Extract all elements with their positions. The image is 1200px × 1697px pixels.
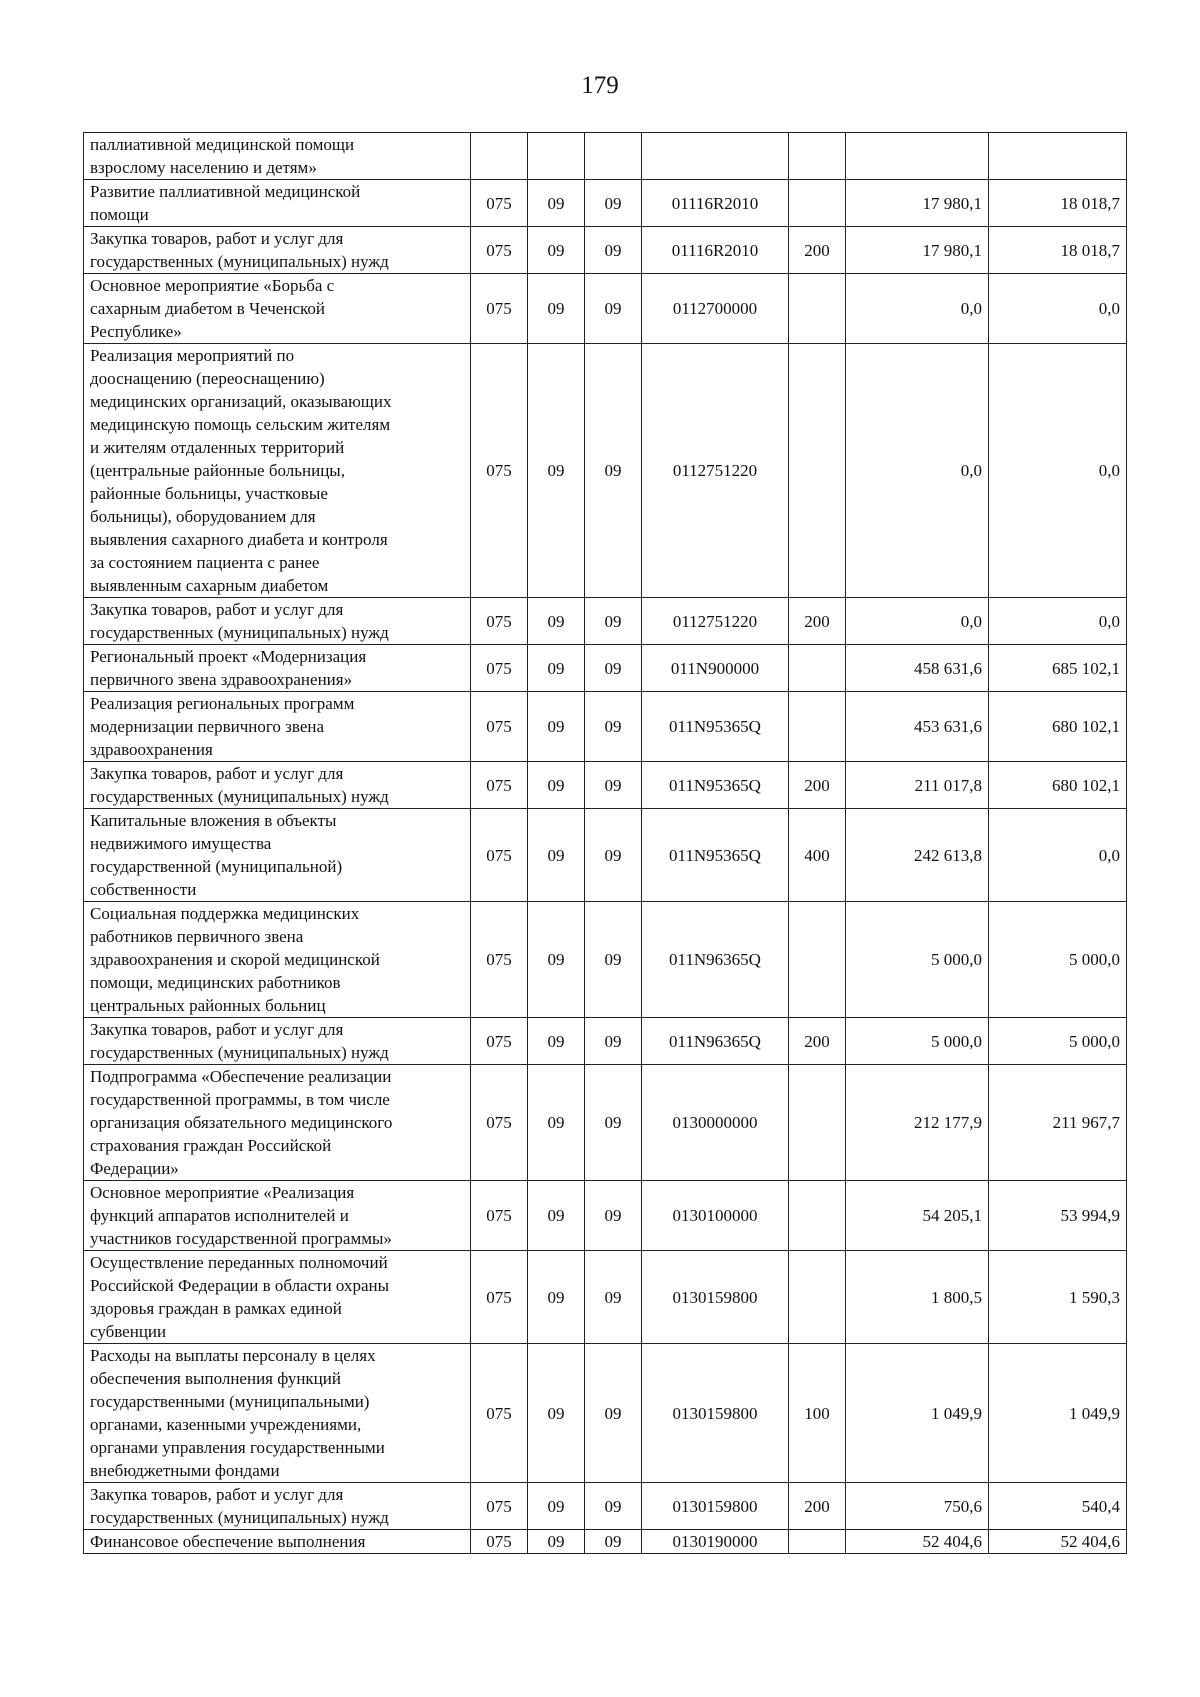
section-cell: 09 <box>528 274 585 344</box>
item-name-line: государственной программы, в том числе <box>90 1090 390 1109</box>
item-name-line: Федерации» <box>90 1159 179 1178</box>
grbs-cell: 075 <box>471 274 528 344</box>
amount-year1-cell: 1 049,9 <box>846 1344 989 1483</box>
amount-year2-cell: 0,0 <box>989 809 1127 902</box>
amount-year1-cell: 211 017,8 <box>846 762 989 809</box>
item-name-line: взрослому населению и детям» <box>90 158 317 177</box>
item-name-cell <box>84 1251 471 1344</box>
expense-type-cell: 200 <box>789 598 846 645</box>
section-cell: 09 <box>528 180 585 227</box>
subsection-cell: 09 <box>585 1530 642 1554</box>
grbs-cell: 075 <box>471 1251 528 1344</box>
amount-year1-cell: 17 980,1 <box>846 180 989 227</box>
item-name-line: помощи, медицинских работников <box>90 973 341 992</box>
section-cell: 09 <box>528 1344 585 1483</box>
item-name-line: Республике» <box>90 322 182 341</box>
section-cell: 09 <box>528 1530 585 1554</box>
expense-type-cell <box>789 1530 846 1554</box>
budget-table <box>83 132 1127 1554</box>
grbs-cell: 075 <box>471 1018 528 1065</box>
amount-year2-cell: 52 404,6 <box>989 1530 1127 1554</box>
item-name-line: обеспечения выполнения функций <box>90 1369 341 1388</box>
item-name-line: выявления сахарного диабета и контроля <box>90 530 388 549</box>
item-name-cell <box>84 762 471 809</box>
subsection-cell: 09 <box>585 809 642 902</box>
target-article-cell: 0130100000 <box>642 1181 789 1251</box>
amount-year1-cell: 0,0 <box>846 344 989 598</box>
table-body <box>84 133 1127 1554</box>
target-article-cell: 011N95365Q <box>642 762 789 809</box>
section-cell: 09 <box>528 645 585 692</box>
amount-year1-cell: 242 613,8 <box>846 809 989 902</box>
target-article-cell: 011N95365Q <box>642 692 789 762</box>
target-article-cell: 0130000000 <box>642 1065 789 1181</box>
item-name-cell <box>84 902 471 1018</box>
grbs-cell: 075 <box>471 645 528 692</box>
item-name-line: сахарным диабетом в Чеченской <box>90 299 325 318</box>
target-article-cell: 0130159800 <box>642 1483 789 1530</box>
amount-year1-cell: 0,0 <box>846 598 989 645</box>
table-row <box>84 1530 1127 1554</box>
subsection-cell <box>585 133 642 180</box>
item-name-line: Капитальные вложения в объекты <box>90 811 337 830</box>
item-name-line: и жителям отдаленных территорий <box>90 438 345 457</box>
amount-year2-cell: 1 049,9 <box>989 1344 1127 1483</box>
amount-year2-cell: 5 000,0 <box>989 902 1127 1018</box>
expense-type-cell <box>789 274 846 344</box>
target-article-cell: 011N900000 <box>642 645 789 692</box>
item-name-cell <box>84 344 471 598</box>
item-name-cell <box>84 809 471 902</box>
item-name-line: Закупка товаров, работ и услуг для <box>90 1020 344 1039</box>
grbs-cell: 075 <box>471 1065 528 1181</box>
expense-type-cell: 200 <box>789 1018 846 1065</box>
subsection-cell: 09 <box>585 1344 642 1483</box>
item-name-line: за состоянием пациента с ранее <box>90 553 320 572</box>
grbs-cell: 075 <box>471 902 528 1018</box>
item-name-line: Закупка товаров, работ и услуг для <box>90 1485 344 1504</box>
expense-type-cell <box>789 645 846 692</box>
amount-year2-cell: 0,0 <box>989 274 1127 344</box>
page-number: 179 <box>581 72 619 99</box>
item-name-line: Социальная поддержка медицинских <box>90 904 360 923</box>
expense-type-cell: 100 <box>789 1344 846 1483</box>
item-name-line: государственных (муниципальных) нужд <box>90 787 389 806</box>
item-name-line: страхования граждан Российской <box>90 1136 332 1155</box>
item-name-line: Реализация региональных программ <box>90 694 355 713</box>
grbs-cell: 075 <box>471 692 528 762</box>
amount-year1-cell: 212 177,9 <box>846 1065 989 1181</box>
item-name-line: внебюджетными фондами <box>90 1461 280 1480</box>
item-name-line: Закупка товаров, работ и услуг для <box>90 229 344 248</box>
item-name-line: организация обязательного медицинского <box>90 1113 393 1132</box>
item-name-line: первичного звена здравоохранения» <box>90 670 353 689</box>
item-name-line: недвижимого имущества <box>90 834 272 853</box>
item-name-cell <box>84 1018 471 1065</box>
target-article-cell: 01116R2010 <box>642 227 789 274</box>
target-article-cell: 0130159800 <box>642 1344 789 1483</box>
item-name-cell <box>84 598 471 645</box>
item-name-line: государственных (муниципальных) нужд <box>90 1508 389 1527</box>
section-cell: 09 <box>528 227 585 274</box>
amount-year2-cell: 540,4 <box>989 1483 1127 1530</box>
item-name-line: помощи <box>90 205 149 224</box>
expense-type-cell <box>789 180 846 227</box>
expense-type-cell <box>789 344 846 598</box>
target-article-cell: 01116R2010 <box>642 180 789 227</box>
target-article-cell: 011N96365Q <box>642 1018 789 1065</box>
expense-type-cell <box>789 1181 846 1251</box>
item-name-line: Подпрограмма «Обеспечение реализации <box>90 1067 392 1086</box>
amount-year1-cell: 5 000,0 <box>846 1018 989 1065</box>
subsection-cell: 09 <box>585 1018 642 1065</box>
item-name-line: модернизации первичного звена <box>90 717 325 736</box>
section-cell: 09 <box>528 692 585 762</box>
table-row <box>84 180 1127 227</box>
section-cell: 09 <box>528 1018 585 1065</box>
grbs-cell: 075 <box>471 344 528 598</box>
item-name-line: функций аппаратов исполнителей и <box>90 1206 349 1225</box>
item-name-line: собственности <box>90 880 197 899</box>
section-cell: 09 <box>528 1181 585 1251</box>
subsection-cell: 09 <box>585 1181 642 1251</box>
item-name-line: государственных (муниципальных) нужд <box>90 1043 389 1062</box>
subsection-cell: 09 <box>585 692 642 762</box>
table-row <box>84 227 1127 274</box>
amount-year1-cell: 750,6 <box>846 1483 989 1530</box>
subsection-cell: 09 <box>585 902 642 1018</box>
amount-year2-cell: 53 994,9 <box>989 1181 1127 1251</box>
item-name-line: Закупка товаров, работ и услуг для <box>90 764 344 783</box>
item-name-cell <box>84 1530 471 1554</box>
item-name-cell <box>84 1065 471 1181</box>
item-name-line: участников государственной программы» <box>90 1229 392 1248</box>
item-name-line: работников первичного звена <box>90 927 304 946</box>
amount-year2-cell: 5 000,0 <box>989 1018 1127 1065</box>
amount-year1-cell: 453 631,6 <box>846 692 989 762</box>
target-article-cell <box>642 133 789 180</box>
item-name-cell <box>84 1344 471 1483</box>
grbs-cell: 075 <box>471 1344 528 1483</box>
table-row <box>84 1251 1127 1344</box>
item-name-cell <box>84 180 471 227</box>
table-row <box>84 1483 1127 1530</box>
item-name-line: субвенции <box>90 1322 167 1341</box>
amount-year2-cell: 1 590,3 <box>989 1251 1127 1344</box>
item-name-line: дооснащению (переоснащению) <box>90 369 325 388</box>
expense-type-cell <box>789 1065 846 1181</box>
subsection-cell: 09 <box>585 1483 642 1530</box>
amount-year2-cell: 0,0 <box>989 344 1127 598</box>
target-article-cell: 0130159800 <box>642 1251 789 1344</box>
amount-year2-cell: 685 102,1 <box>989 645 1127 692</box>
item-name-cell <box>84 692 471 762</box>
subsection-cell: 09 <box>585 344 642 598</box>
table-row <box>84 1344 1127 1483</box>
section-cell: 09 <box>528 1065 585 1181</box>
item-name-line: государственных (муниципальных) нужд <box>90 623 389 642</box>
target-article-cell: 011N95365Q <box>642 809 789 902</box>
section-cell: 09 <box>528 762 585 809</box>
grbs-cell: 075 <box>471 1483 528 1530</box>
section-cell: 09 <box>528 1251 585 1344</box>
table-row <box>84 1065 1127 1181</box>
item-name-line: паллиативной медицинской помощи <box>90 135 355 154</box>
expense-type-cell <box>789 1251 846 1344</box>
item-name-line: Основное мероприятие «Борьба с <box>90 276 335 295</box>
item-name-line: Реализация мероприятий по <box>90 346 295 365</box>
item-name-line: медицинскую помощь сельским жителям <box>90 415 391 434</box>
table-row <box>84 598 1127 645</box>
grbs-cell: 075 <box>471 598 528 645</box>
amount-year2-cell: 680 102,1 <box>989 762 1127 809</box>
grbs-cell: 075 <box>471 1181 528 1251</box>
table-row <box>84 344 1127 598</box>
table-row <box>84 1018 1127 1065</box>
amount-year2-cell: 18 018,7 <box>989 227 1127 274</box>
item-name-cell <box>84 1181 471 1251</box>
amount-year1-cell: 17 980,1 <box>846 227 989 274</box>
amount-year2-cell: 211 967,7 <box>989 1065 1127 1181</box>
item-name-line: здоровья граждан в рамках единой <box>90 1299 342 1318</box>
item-name-line: выявленным сахарным диабетом <box>90 576 329 595</box>
item-name-line: районные больницы, участковые <box>90 484 328 503</box>
item-name-line: здравоохранения и скорой медицинской <box>90 950 380 969</box>
grbs-cell: 075 <box>471 762 528 809</box>
item-name-cell <box>84 227 471 274</box>
item-name-line: государственными (муниципальными) <box>90 1392 370 1411</box>
amount-year2-cell: 680 102,1 <box>989 692 1127 762</box>
amount-year1-cell <box>846 133 989 180</box>
target-article-cell: 0112751220 <box>642 344 789 598</box>
expense-type-cell <box>789 902 846 1018</box>
amount-year2-cell: 18 018,7 <box>989 180 1127 227</box>
subsection-cell: 09 <box>585 598 642 645</box>
item-name-cell <box>84 133 471 180</box>
item-name-line: (центральные районные больницы, <box>90 461 345 480</box>
item-name-line: органами управления государственными <box>90 1438 385 1457</box>
item-name-cell <box>84 274 471 344</box>
target-article-cell: 0112700000 <box>642 274 789 344</box>
amount-year1-cell: 5 000,0 <box>846 902 989 1018</box>
table-row <box>84 902 1127 1018</box>
item-name-cell <box>84 1483 471 1530</box>
expense-type-cell: 200 <box>789 1483 846 1530</box>
amount-year1-cell: 52 404,6 <box>846 1530 989 1554</box>
table-row <box>84 809 1127 902</box>
subsection-cell: 09 <box>585 645 642 692</box>
amount-year1-cell: 0,0 <box>846 274 989 344</box>
section-cell: 09 <box>528 598 585 645</box>
table-row <box>84 692 1127 762</box>
item-name-line: Финансовое обеспечение выполнения <box>90 1532 366 1551</box>
item-name-line: Расходы на выплаты персоналу в целях <box>90 1346 376 1365</box>
amount-year1-cell: 54 205,1 <box>846 1181 989 1251</box>
item-name-line: здравоохранения <box>90 740 213 759</box>
expense-type-cell: 400 <box>789 809 846 902</box>
item-name-line: Закупка товаров, работ и услуг для <box>90 600 344 619</box>
section-cell: 09 <box>528 344 585 598</box>
item-name-line: Российской Федерации в области охраны <box>90 1276 390 1295</box>
item-name-line: больницы), оборудованием для <box>90 507 316 526</box>
expense-type-cell <box>789 133 846 180</box>
item-name-cell <box>84 645 471 692</box>
grbs-cell <box>471 133 528 180</box>
table-row <box>84 645 1127 692</box>
subsection-cell: 09 <box>585 274 642 344</box>
subsection-cell: 09 <box>585 1251 642 1344</box>
item-name-line: центральных районных больниц <box>90 996 326 1015</box>
section-cell <box>528 133 585 180</box>
item-name-line: медицинских организаций, оказывающих <box>90 392 392 411</box>
expense-type-cell: 200 <box>789 227 846 274</box>
section-cell: 09 <box>528 809 585 902</box>
grbs-cell: 075 <box>471 1530 528 1554</box>
item-name-line: Развитие паллиативной медицинской <box>90 182 361 201</box>
amount-year2-cell <box>989 133 1127 180</box>
grbs-cell: 075 <box>471 809 528 902</box>
item-name-line: государственных (муниципальных) нужд <box>90 252 389 271</box>
target-article-cell: 011N96365Q <box>642 902 789 1018</box>
target-article-cell: 0112751220 <box>642 598 789 645</box>
target-article-cell: 0130190000 <box>642 1530 789 1554</box>
amount-year1-cell: 458 631,6 <box>846 645 989 692</box>
table-row <box>84 762 1127 809</box>
table-row <box>84 1181 1127 1251</box>
amount-year1-cell: 1 800,5 <box>846 1251 989 1344</box>
subsection-cell: 09 <box>585 762 642 809</box>
item-name-line: органами, казенными учреждениями, <box>90 1415 362 1434</box>
subsection-cell: 09 <box>585 180 642 227</box>
expense-type-cell <box>789 692 846 762</box>
section-cell: 09 <box>528 1483 585 1530</box>
item-name-line: Основное мероприятие «Реализация <box>90 1183 355 1202</box>
item-name-line: Осуществление переданных полномочий <box>90 1253 388 1272</box>
expense-type-cell: 200 <box>789 762 846 809</box>
table-row <box>84 274 1127 344</box>
amount-year2-cell: 0,0 <box>989 598 1127 645</box>
subsection-cell: 09 <box>585 1065 642 1181</box>
item-name-line: Региональный проект «Модернизация <box>90 647 367 666</box>
section-cell: 09 <box>528 902 585 1018</box>
item-name-line: государственной (муниципальной) <box>90 857 343 876</box>
grbs-cell: 075 <box>471 180 528 227</box>
table-row <box>84 133 1127 180</box>
subsection-cell: 09 <box>585 227 642 274</box>
grbs-cell: 075 <box>471 227 528 274</box>
